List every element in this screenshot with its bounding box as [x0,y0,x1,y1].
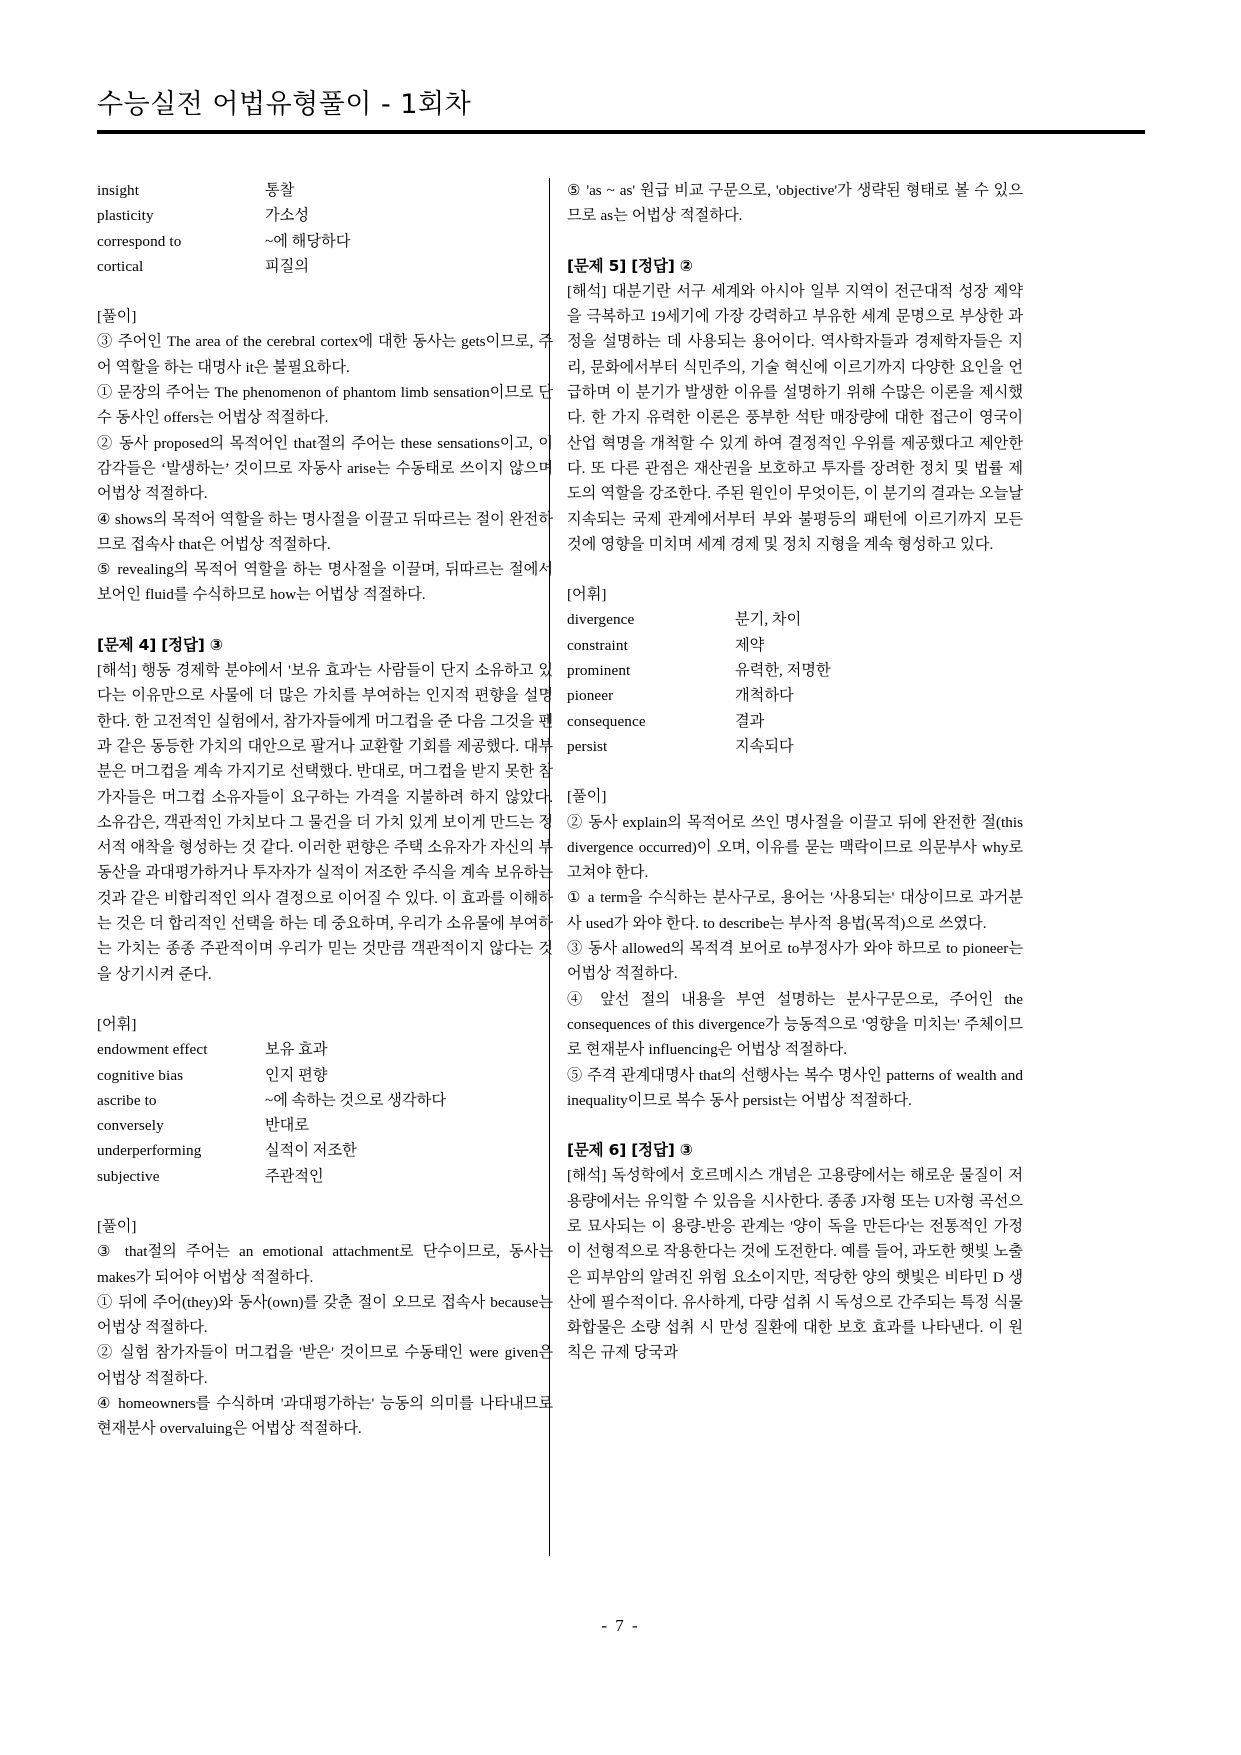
solution-item: ⑤ 주격 관계대명사 that의 선행사는 복수 명사인 patterns of wealth and inequality이므로 복수 동사 persist는 어법상 적절하다. [567,1066,1023,1109]
spacer [97,1189,553,1214]
page-footer [0,1616,1241,1636]
solution-item: ④ shows의 목적어 역할을 하는 명사절을 이끌고 뒤따르는 절이 완전하므로 접속사 that은 어법상 적절하다. [97,510,553,553]
solution-item: ③ that절의 주어는 an emotional attachment로 단수이므로, 동사는 makes가 되어야 어법상 적절하다. [97,1243,553,1286]
solution-item: ① 뒤에 주어(they)와 동사(own)를 갖춘 절이 오므로 접속사 because는 어법상 적절하다. [97,1293,553,1337]
solution-item: ② 동사 proposed의 목적어인 that절의 주어는 these sensations이고, 이 감각들은 ‘발생하는’ 것이므로 자동사 arise는 수동태로 쓰이지 않으며 어법상 적절하다. [97,434,553,503]
vocabulary-table [97,178,553,279]
vocab-term: cortical [97,257,144,275]
vocab-gloss: 결과 [735,712,765,730]
question-heading: [문제 4] [정답] ③ [97,635,223,654]
table-row [567,633,1023,658]
table-row [97,203,553,228]
page-header [97,88,1145,134]
vocabulary-label: [어휘] [567,586,607,604]
spacer [567,557,1023,582]
vocab-term: underperforming [97,1142,202,1160]
page-number: - 7 - [601,1616,640,1635]
spacer [97,279,553,304]
vocab-gloss: 통찰 [265,182,295,199]
vocab-gloss: 보유 효과 [265,1041,328,1059]
vocab-term: endowment effect [97,1041,208,1059]
vocabulary-table [97,1037,553,1189]
vocabulary-label: [어휘] [97,1015,137,1033]
question-translation: [해석] 대분기란 서구 세계와 아시아 일부 지역이 전근대적 성장 제약을 극복하고 19세기에 가장 강력하고 부유한 세계 문명으로 부상한 과정을 설명하는 데 사용되는 용어이다. 역사학자들과 경제학자들은 지리, 문화에서부터 식민주의, 기술 혁신에 이르기까지 다양한 요인을 언급하며 이 분기가 발생한 이유를 설명하기 위해 수많은 이론을 제시했다. 한 가지 유력한 이론은 풍부한 석탄 매장량에 대한 접근이 영국이 산업 혁명을 개척할 수 있게 하여 결정적인 우위를 제공했다고 제안한다. 또 다른 관점은 재산권을 보호하고 투자를 장려한 정치 및 법률 제도의 역할을 강조한다. 주된 원인이 무엇이든, 이 분기의 결과는 오늘날 지속되는 국제 관계에서부터 부와 불평등의 패턴에 이르기까지 모든 것에 영향을 미치며 세계 경제 및 정치 지형을 계속 형성하고 있다. [567,282,1023,553]
vocabulary-table [567,607,1023,759]
table-row [97,1138,553,1163]
solution-item: ④ homeowners를 수식하며 '과대평가하는' 능동의 의미를 나타내므로 현재분사 overvaluing은 어법상 적절하다. [97,1395,553,1438]
solution-item: ③ 주어인 The area of the cerebral cortex에 대한 동사는 gets이므로, 주어 역할을 하는 대명사 it은 불필요하다. [97,333,553,376]
solution-label: [풀이] [97,1217,137,1235]
table-row [567,658,1023,683]
table-row [97,178,553,203]
table-row [97,1088,553,1113]
solution-label: [풀이] [97,308,137,326]
vocab-term: correspond to [97,232,182,250]
solution-item: ④ 앞선 절의 내용을 부연 설명하는 분사구문으로, 주어인 the consequences of this divergence가 능동적으로 '영향을 미치는' 주체이므로 현재분사 influencing은 어법상 적절하다. [567,990,1023,1059]
table-row [97,229,553,254]
table-row [97,1063,553,1088]
solution-item: ① 문장의 주어는 The phenomenon of phantom limb sensation이므로 단수 동사인 offers는 어법상 적절하다. [97,384,553,427]
table-row [567,734,1023,759]
vocab-term: constraint [567,636,628,654]
left-column [97,178,553,1442]
header-rule [97,130,1145,134]
table-row [567,607,1023,632]
solution-item: ② 실험 참가자들이 머그컵을 '받은' 것이므로 수동태인 were given은 어법상 적절하다. [97,1344,553,1387]
vocab-gloss: 주관적인 [265,1167,324,1185]
body-columns [97,178,1145,1558]
vocab-gloss: ~에 속하는 것으로 생각하다 [265,1091,446,1109]
solution-item: ⑤ revealing의 목적어 역할을 하는 명사절을 이끌며, 뒤따르는 절에서 보어인 fluid를 수식하므로 how는 어법상 적절하다. [97,561,553,604]
vocab-gloss: ~에 해당하다 [265,232,351,250]
table-row [567,683,1023,708]
vocab-term: persist [567,737,608,755]
vocab-term: subjective [97,1167,160,1185]
vocab-gloss: 개척하다 [735,687,794,705]
question-heading: [문제 6] [정답] ③ [567,1141,693,1160]
spacer [567,1113,1023,1138]
vocab-term: cognitive bias [97,1066,184,1084]
table-row [567,709,1023,734]
vocab-term: pioneer [567,687,614,705]
vocab-gloss: 지속되다 [735,737,794,755]
vocab-term: consequence [567,712,646,730]
vocab-gloss: 분기, 차이 [735,611,802,629]
spacer [567,229,1023,254]
solution-item: ③ 동사 allowed의 목적격 보어로 to부정사가 와야 하므로 to pioneer는 어법상 적절하다. [567,940,1023,983]
solution-item: ① a term을 수식하는 분사구로, 용어는 '사용되는' 대상이므로 과거분사 used가 와야 한다. to describe는 부사적 용법(목적)으로 쓰였다. [567,889,1023,932]
vocab-term: ascribe to [97,1091,157,1109]
vocab-term: plasticity [97,207,154,225]
vocab-gloss: 가소성 [265,207,310,225]
vocab-term: divergence [567,611,635,629]
question-translation: [해석] 행동 경제학 분야에서 '보유 효과'는 사람들이 단지 소유하고 있다는 이유만으로 사물에 더 많은 가치를 부여하는 인지적 편향을 설명한다. 한 고전적인 실험에서, 참가자들에게 머그컵을 준 다음 그것을 펜과 같은 동등한 가치의 대안으로 팔거나 교환할 기회를 제공했다. 대부분은 머그컵을 계속 가지기로 선택했다. 반대로, 머그컵을 받지 못한 참가자들은 머그컵 소유자들이 요구하는 가격을 지불하려 하지 않았다. 소유감은, 객관적인 가치보다 그 물건을 더 가치 있게 보이게 만드는 정서적 애착을 형성하는 것 같다. 이러한 편향은 주택 소유자가 자신의 부동산을 과대평가하거나 투자자가 실적이 저조한 주식을 계속 보유하는 것과 같은 비합리적인 의사 결정으로 이어질 수 있다. 이 효과를 이해하는 것은 더 합리적인 선택을 하는 데 중요하며, 우리가 소유물에 부여하는 가치는 종종 주관적이며 우리가 믿는 것만큼 객관적이지 않다는 것을 상기시켜 준다. [97,662,553,983]
spacer [97,987,553,1012]
question-translation: [해석] 독성학에서 호르메시스 개념은 고용량에서는 해로운 물질이 저용량에서는 유익할 수 있음을 시사한다. 종종 J자형 또는 U자형 곡선으로 묘사되는 이 용량-반응 관계는 '양이 독을 만든다'는 전통적인 가정이 선형적으로 작용한다는 것에 도전한다. 예를 들어, 과도한 햇빛 노출은 피부암의 알려진 위험 요소이지만, 적당한 양의 햇빛은 비타민 D 생산에 필수적이다. 유사하게, 다량 섭취 시 독성으로 간주되는 특정 식물 화합물은 소량 섭취 시 만성 질환에 대한 보호 효과를 나타낸다. 이 원칙은 규제 당국과 [567,1167,1023,1362]
vocab-gloss: 실적이 저조한 [265,1142,357,1160]
spacer [97,608,553,633]
table-row [97,254,553,279]
page-title: 수능실전 어법유형풀이 - 1회차 [97,89,472,120]
vocab-gloss: 피질의 [265,257,310,275]
table-row [97,1113,553,1138]
vocab-term: conversely [97,1117,164,1135]
table-row [97,1037,553,1062]
solution-label: [풀이] [567,788,607,806]
vocab-term: insight [97,182,140,199]
vocab-gloss: 유력한, 저명한 [735,662,831,680]
vocab-gloss: 인지 편향 [265,1066,328,1084]
right-column [567,178,1023,1366]
solution-item: ② 동사 explain의 목적어로 쓰인 명사절을 이끌고 뒤에 완전한 절(this divergence occurred)이 오며, 이유를 묻는 맥락이므로 의문부사 why로 고쳐야 한다. [567,813,1023,882]
vocab-gloss: 반대로 [265,1117,310,1135]
question-heading: [문제 5] [정답] ② [567,256,693,275]
solution-item: ⑤ 'as ~ as' 원급 비교 구문으로, 'objective'가 생략된 형태로 볼 수 있으므로 as는 어법상 적절하다. [567,182,1023,225]
spacer [567,759,1023,784]
vocab-gloss: 제약 [735,636,765,654]
vocab-term: prominent [567,662,631,680]
table-row [97,1164,553,1189]
